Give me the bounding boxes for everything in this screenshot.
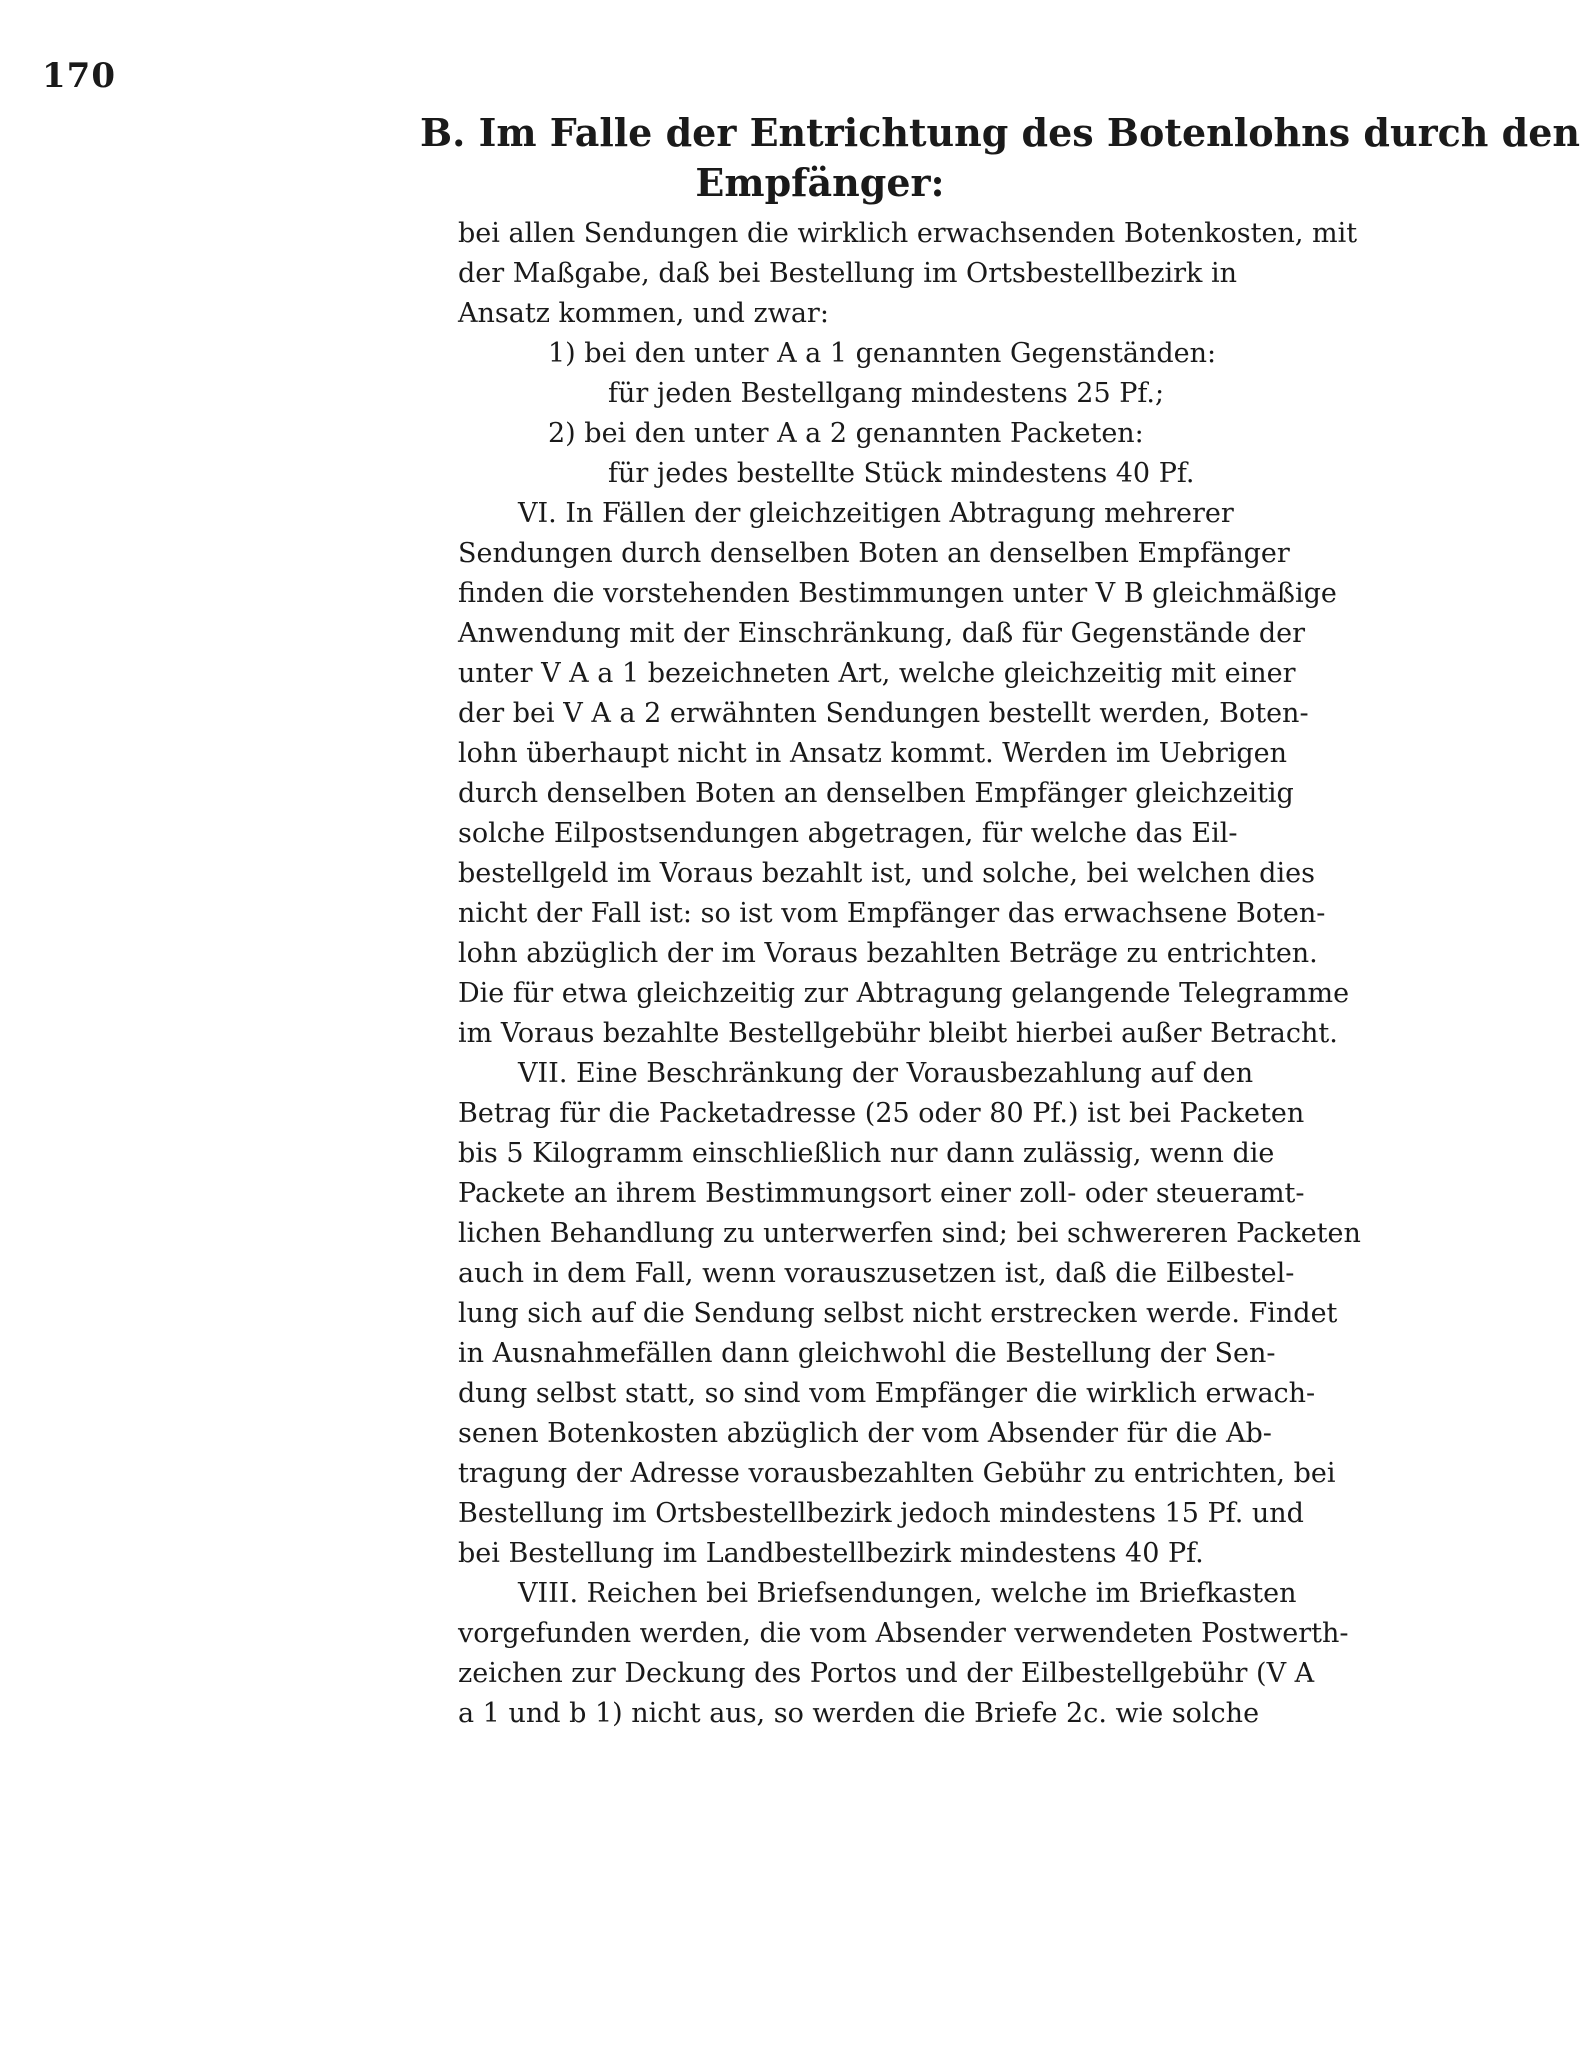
list-item-1-line-2: für jeden Bestellgang mindestens 25 Pf.;: [608, 378, 1165, 409]
section-vii-line: in Ausnahmefällen dann gleichwohl die Bestellung der Sen-: [458, 1338, 1276, 1369]
section-vii-line: Packete an ihrem Bestimmungsort einer zoll- oder steueramt-: [458, 1178, 1305, 1209]
section-vii-line: tragung der Adresse vorausbezahlten Gebühr zu entrichten, bei: [458, 1458, 1336, 1489]
section-vii-line: bei Bestellung im Landbestellbezirk mindestens 40 Pf.: [458, 1538, 1204, 1569]
section-viii-line: vorgefunden werden, die vom Absender verwendeten Postwerth-: [458, 1618, 1349, 1649]
section-vii-line: Bestellung im Ortsbestellbezirk jedoch mindestens 15 Pf. und: [458, 1498, 1304, 1529]
section-heading: [420, 108, 1580, 208]
section-vi-line: nicht der Fall ist: so ist vom Empfänger das erwachsene Boten-: [458, 898, 1326, 929]
section-vi-line: der bei V A a 2 erwähnten Sendungen bestellt werden, Boten-: [458, 698, 1309, 729]
section-vii-line: lung sich auf die Sendung selbst nicht erstrecken werde. Findet: [458, 1298, 1338, 1329]
intro-line: bei allen Sendungen die wirklich erwachsenden Botenkosten, mit: [458, 218, 1358, 249]
heading-line-1: B. Im Falle der Entrichtung des Botenlohns durch den: [420, 110, 1580, 155]
section-vi-line: im Voraus bezahlte Bestellgebühr bleibt hierbei außer Betracht.: [458, 1018, 1338, 1049]
section-vii-line: senen Botenkosten abzüglich der vom Absender für die Ab-: [458, 1418, 1272, 1449]
section-vi-line: Sendungen durch denselben Boten an denselben Empfänger: [458, 538, 1290, 569]
section-viii-line: VIII. Reichen bei Briefsendungen, welche im Briefkasten: [518, 1578, 1297, 1609]
list-item-1-line-1: 1) bei den unter A a 1 genannten Gegenständen:: [548, 338, 1217, 369]
document-body: [458, 214, 1361, 1734]
section-vii-line: lichen Behandlung zu unterwerfen sind; bei schwereren Packeten: [458, 1218, 1361, 1249]
intro-line: der Maßgabe, daß bei Bestellung im Ortsbestellbezirk in: [458, 258, 1238, 289]
section-vi-line: VI. In Fällen der gleichzeitigen Abtragung mehrerer: [518, 498, 1234, 529]
section-vii-line: Betrag für die Packetadresse (25 oder 80 Pf.) ist bei Packeten: [458, 1098, 1305, 1129]
section-vi-line: solche Eilpostsendungen abgetragen, für welche das Eil-: [458, 818, 1238, 849]
section-vi-line: finden die vorstehenden Bestimmungen unter V B gleichmäßige: [458, 578, 1337, 609]
section-vii-line: VII. Eine Beschränkung der Vorausbezahlung auf den: [518, 1058, 1254, 1089]
section-viii-line: a 1 und b 1) nicht aus, so werden die Briefe 2c. wie solche: [458, 1698, 1260, 1729]
section-vi-line: Die für etwa gleichzeitig zur Abtragung gelangende Telegramme: [458, 978, 1350, 1009]
section-vii-line: dung selbst statt, so sind vom Empfänger die wirklich erwach-: [458, 1378, 1316, 1409]
section-vii-line: auch in dem Fall, wenn vorauszusetzen ist, daß die Eilbestel-: [458, 1258, 1295, 1289]
list-item-2-line-1: 2) bei den unter A a 2 genannten Packeten:: [548, 418, 1144, 449]
section-vi-line: durch denselben Boten an denselben Empfänger gleichzeitig: [458, 778, 1294, 809]
list-item-2-line-2: für jedes bestellte Stück mindestens 40 Pf.: [608, 458, 1195, 489]
section-vii-line: bis 5 Kilogramm einschließlich nur dann zulässig, wenn die: [458, 1138, 1275, 1169]
section-viii-line: zeichen zur Deckung des Portos und der Eilbestellgebühr (V A: [458, 1658, 1315, 1689]
section-vi-line: lohn überhaupt nicht in Ansatz kommt. Werden im Uebrigen: [458, 738, 1288, 769]
section-vi-line: lohn abzüglich der im Voraus bezahlten Beträge zu entrichten.: [458, 938, 1318, 969]
heading-line-2: Empfänger:: [695, 160, 945, 205]
section-vi-line: bestellgeld im Voraus bezahlt ist, und solche, bei welchen dies: [458, 858, 1315, 889]
intro-line: Ansatz kommen, und zwar:: [458, 298, 829, 329]
section-vi-line: unter V A a 1 bezeichneten Art, welche gleichzeitig mit einer: [458, 658, 1296, 689]
page-number: 170: [42, 56, 116, 96]
section-vi-line: Anwendung mit der Einschränkung, daß für Gegenstände der: [458, 618, 1306, 649]
